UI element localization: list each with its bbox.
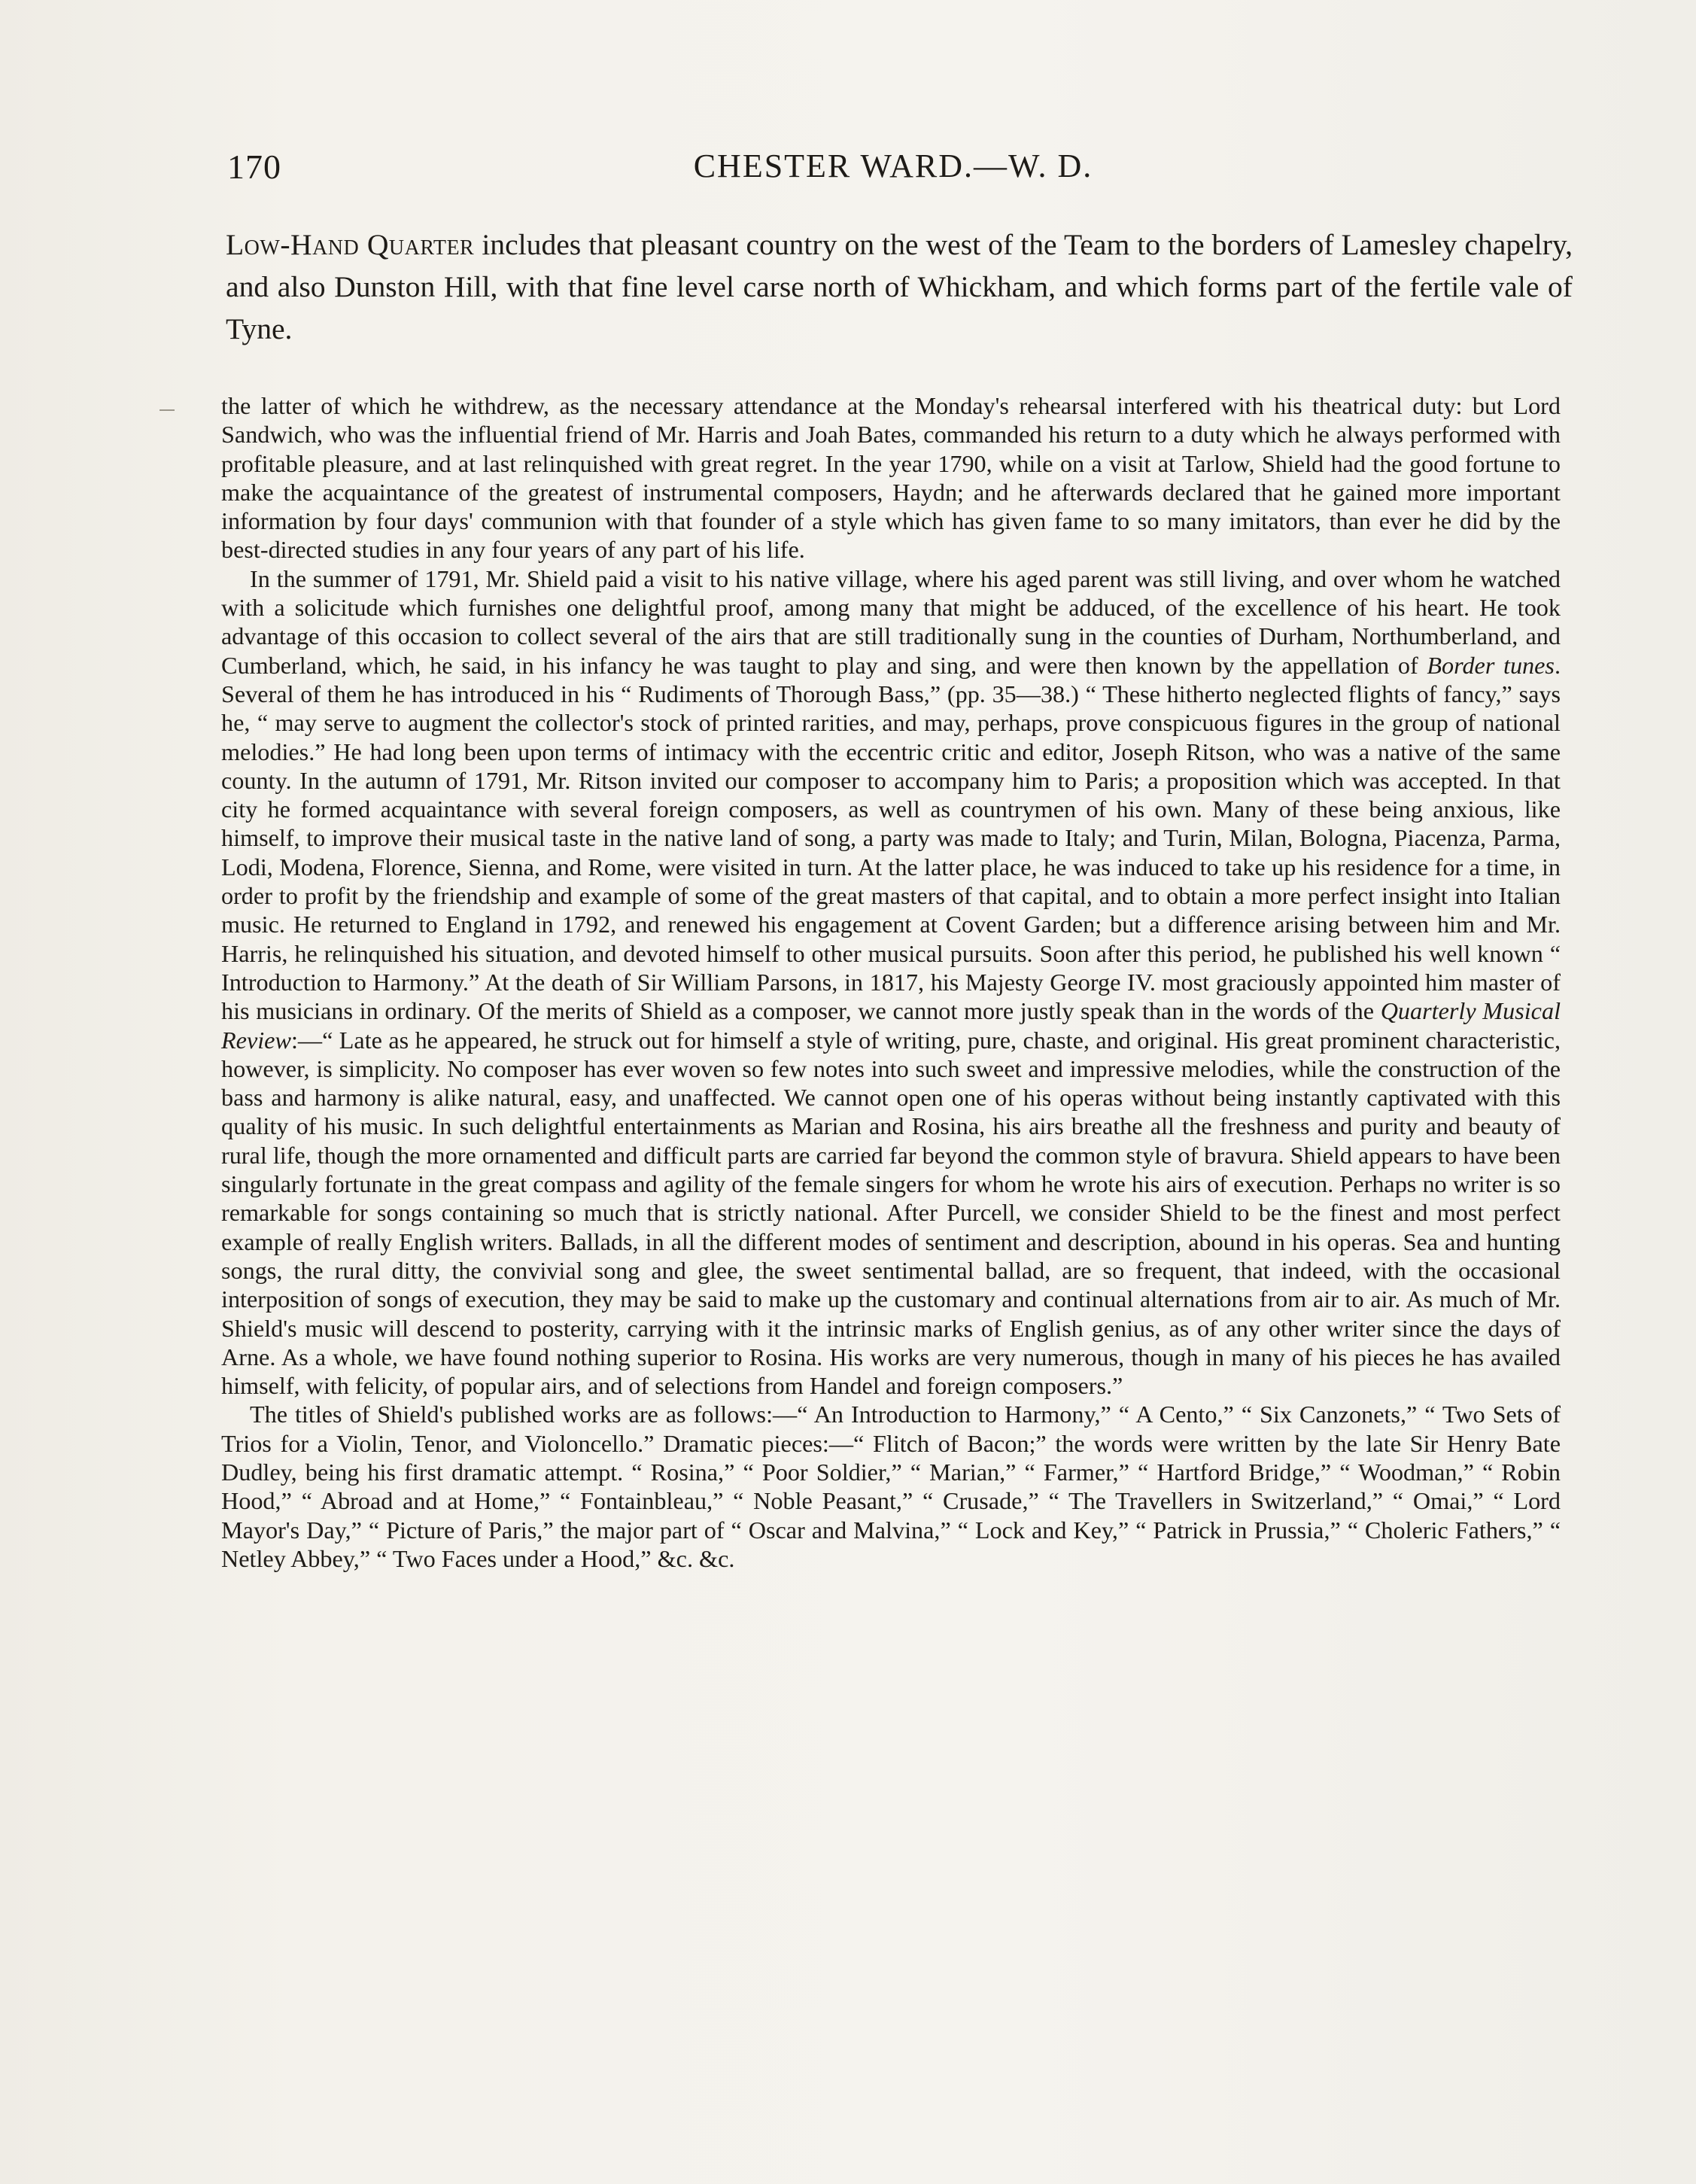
body-text (221, 391, 1561, 1573)
running-head (220, 147, 1567, 199)
intro-text: includes that pleasant country on the west of the Team to the borders of Lamesley chapelry, and also Dunston Hill, with that fine level carse north of Whickham, and which forms part of the fertile vale of Tyne. (226, 228, 1573, 345)
margin-mark (160, 409, 175, 411)
intro-lead-words: Low-Hand Quarter (226, 228, 475, 261)
page-number: 170 (227, 148, 281, 186)
italic-quarterly-musical-review: Quarterly Musical Review (221, 997, 1561, 1054)
paragraph-continued: the latter of which he withdrew, as the necessary attendance at the Monday's rehearsal interfered with his theatrical duty: but Lord Sandwich, who was the influential friend of Mr. Harris and Joah Bates, commanded his return to a duty which he always performed with profitable pleasure, and at last relinquished with great regret. In the year 1790, while on a visit at Tarlow, Shield had the good fortune to make the acquaintance of the greatest of instrumental composers, Haydn; and he afterwards declared that he gained more important information by four days' communion with that founder of a style which has given fame to so many imitators, than ever he did by the best-directed studies in any four years of any part of his life. (221, 392, 1561, 564)
running-title: CHESTER WARD.—W. D. (693, 148, 1093, 184)
paragraph-text: In the summer of 1791, Mr. Shield paid a visit to his native village, where his aged parent was still living, and over whom he watched with a solicitude which furnishes one delightful proof, among many that might be adduced, of the excellence of his heart. He took advantage of this occasion to collect several of the airs that are still traditionally sung in the counties of Durham, Northumberland, and Cumberland, which, he said, in his infancy he was taught to play and sing, and were then known by the appellation of (221, 564, 1561, 679)
italic-border-tunes: Border tunes (1427, 651, 1555, 679)
paragraph-summer-1791 (221, 564, 1561, 1401)
intro-paragraph (226, 224, 1573, 350)
paragraph-text: :—“ Late as he appeared, he struck out for himself a style of writing, pure, chaste, and original. His great prominent characteristic, however, is simplicity. No composer has ever woven so few notes into such sweet and impressive melodies, while the construction of the bass and harmony is alike natural, easy, and unaffected. We cannot open one of his operas without being instantly captivated with this quality of his music. In such delightful entertainments as Marian and Rosina, his airs breathe all the freshness and purity and beauty of rural life, though the more ornamented and difficult parts are carried far beyond the common style of bravura. Shield appears to have been singularly fortunate in the great compass and agility of the female singers for whom he wrote his airs of execution. Perhaps no writer is so remarkable for songs containing so much that is strictly national. After Purcell, we consider Shield to be the finest and most perfect example of really English writers. Ballads, in all the different modes of sentiment and description, abound in his operas. Sea and hunting songs, the rural ditty, the convivial song and glee, the sweet sentimental ballad, are so frequent, that indeed, with the occasional interposition of songs of execution, they may be said to make up the customary and continual alternations from air to air. As much of Mr. Shield's music will descend to posterity, carrying with it the intrinsic marks of English genius, as of any other writer since the days of Arne. As a whole, we have found nothing superior to Rosina. His works are very numerous, though in many of his pieces he has availed himself, with felicity, of popular airs, and of selections from Handel and foreign composers.” (221, 1026, 1561, 1400)
paragraph-text: . Several of them he has introduced in his “ Rudiments of Thorough Bass,” (pp. 35—38.) “ These hitherto neglected flights of fancy,” says he, “ may serve to augment the collector's stock of printed rarities, and may, perhaps, prove conspicuous figures in the group of national melodies.” He had long been upon terms of intimacy with the eccentric critic and editor, Joseph Ritson, who was a native of the same county. In the autumn of 1791, Mr. Ritson invited our composer to accompany him to Paris; a proposition which was accepted. In that city he formed acquaintance with several foreign composers, as well as countrymen of his own. Many of these being anxious, like himself, to improve their musical taste in the native land of song, a party was made to Italy; and Turin, Milan, Bologna, Piacenza, Parma, Lodi, Modena, Florence, Sienna, and Rome, were visited in turn. At the latter place, he was induced to take up his residence for a time, in order to profit by the friendship and example of some of the great masters of that capital, and to obtain a more perfect insight into Italian music. He returned to England in 1792, and renewed his engagement at Covent Garden; but a difference arising between him and Mr. Harris, he relinquished his situation, and devoted himself to other musical pursuits. Soon after this period, he published his well known “ Introduction to Harmony.” At the death of Sir William Parsons, in 1817, his Majesty George IV. most graciously appointed him master of his musicians in ordinary. Of the merits of Shield as a composer, we cannot more justly speak than in the words of the (221, 651, 1561, 1025)
paragraph-published-works: The titles of Shield's published works are as follows:—“ An Introduction to Harmony,” “ A Cento,” “ Six Canzonets,” “ Two Sets of Trios for a Violin, Tenor, and Violoncello.” Dramatic pieces:—“ Flitch of Bacon;” the words were written by the late Sir Henry Bate Dudley, being his first dramatic attempt. “ Rosina,” “ Poor Soldier,” “ Marian,” “ Farmer,” “ Hartford Bridge,” “ Woodman,” “ Robin Hood,” “ Abroad and at Home,” “ Fontainbleau,” “ Noble Peasant,” “ Crusade,” “ The Travellers in Switzerland,” “ Omai,” “ Lord Mayor's Day,” “ Picture of Paris,” the major part of “ Oscar and Malvina,” “ Lock and Key,” “ Patrick in Prussia,” “ Choleric Fathers,” “ Netley Abbey,” “ Two Faces under a Hood,” &c. &c. (221, 1401, 1561, 1572)
